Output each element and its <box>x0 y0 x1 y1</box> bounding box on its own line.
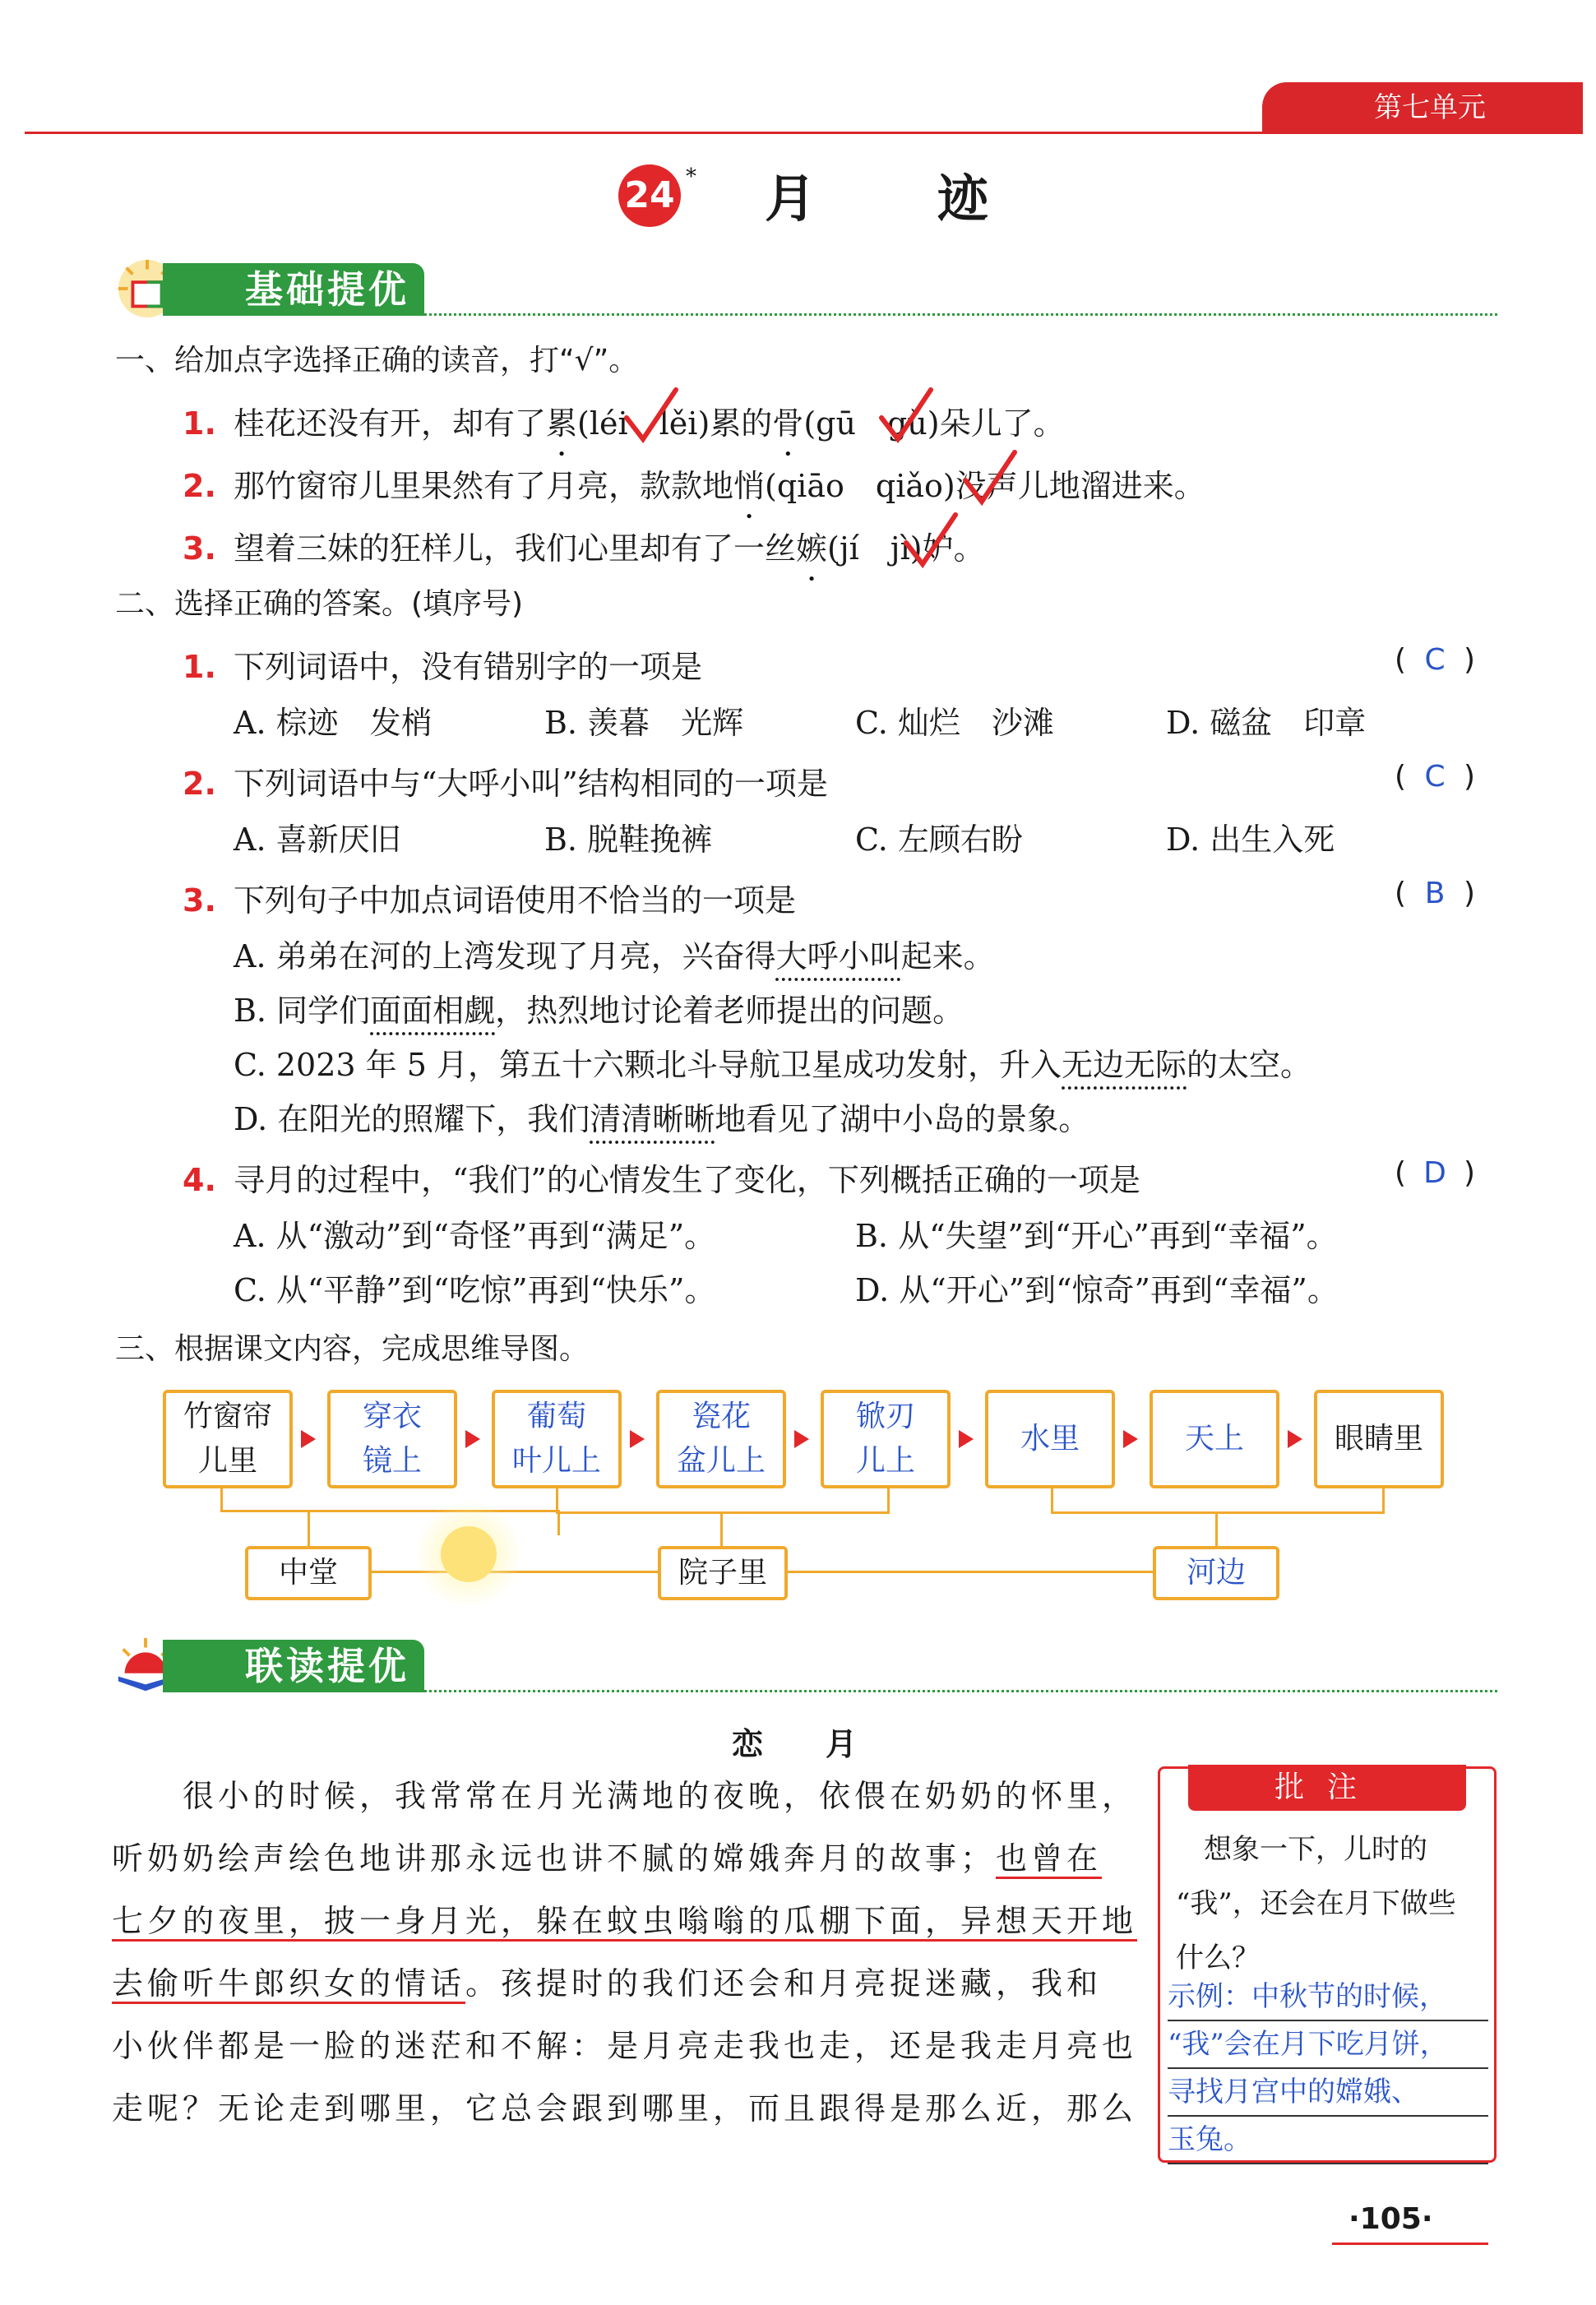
question-number: 4. <box>183 1162 216 1198</box>
check-mark-icon <box>903 511 960 569</box>
mindmap-box: 眼睛里 <box>1314 1390 1444 1488</box>
answer-bracket: ( B ) <box>1395 877 1476 910</box>
part2-q1 <box>183 641 702 687</box>
passage-body: 很小的时候，我常常在月光满地的夜晚，依偎在奶奶的怀里， 听奶奶绘声绘色地讲那永远也讲不腻的嫦娥奔月的故事；也曾在 七夕的夜里，披一身月光，躲在蚊虫嗡嗡的瓜棚下面，异想天开地 去偷听牛郎织女的情话。孩提时的我们还会和月亮捉迷藏，我和 小伙伴都是一脸的迷茫和不解：是月亮走我也走，还是我走月亮也 走呢？无论走到哪里，它总会跟到哪里，而且跟得是那么近，那么 <box>112 1778 1138 2127</box>
question-number: 1. <box>183 405 216 442</box>
part3-heading: 三、根据课文内容，完成思维导图。 <box>115 1332 590 1366</box>
moon-illustration-icon <box>411 1497 526 1612</box>
mindmap-box: 葡萄 叶儿上 <box>492 1390 622 1488</box>
question-text: 下列句子中加点词语使用不恰当的一项是 <box>233 882 796 919</box>
option-d: D. 在阳光的照耀下，我们清清晰晰地看见了湖中小岛的景象。 <box>234 1101 1090 1137</box>
lesson-star: * <box>686 164 696 189</box>
option-a: A. 弟弟在河的上湾发现了月亮，兴奋得大呼小叫起来。 <box>234 938 995 974</box>
part2-q4 <box>183 1155 1140 1200</box>
connector <box>1051 1488 1385 1514</box>
annotation-prompt: 想象一下，儿时的 “我”，还会在月下做些 什么？ <box>1176 1833 1456 1974</box>
section-basic-rule <box>424 313 1497 316</box>
answer-bracket: ( C ) <box>1395 760 1476 794</box>
question-number: 2. <box>183 766 216 802</box>
page-number: ·105· <box>1349 2202 1433 2236</box>
connector <box>556 1488 890 1514</box>
arrow-right-icon <box>465 1430 480 1448</box>
header-rule <box>25 132 1583 134</box>
arrow-right-icon <box>1123 1430 1138 1448</box>
question-number: 3. <box>183 882 216 919</box>
answer-value: C <box>1424 643 1446 677</box>
part2-heading: 二、选择正确的答案。(填序号) <box>115 587 524 621</box>
lesson-title: 月迹 <box>765 169 1111 229</box>
option-b: B. 同学们面面相觑，热烈地讨论着老师提出的问题。 <box>234 993 965 1029</box>
mindmap-box: 天上 <box>1150 1390 1279 1488</box>
mindmap-group: 院子里 <box>658 1546 788 1600</box>
part2-q3 <box>183 875 796 920</box>
arrow-right-icon <box>301 1430 316 1448</box>
question-text: 下列词语中，没有错别字的一项是 <box>233 649 702 685</box>
answer-value: D <box>1423 1156 1446 1190</box>
answer-bracket: ( D ) <box>1395 1156 1476 1190</box>
option-a: A. 从“激动”到“奇怪”再到“满足”。 <box>234 1218 716 1254</box>
lesson-number: 24 <box>618 164 681 227</box>
option-d: D. 磁盆 印章 <box>1166 705 1367 741</box>
option-c: C. 左顾右盼 <box>855 822 1023 858</box>
option-c: C. 从“平静”到“吃惊”再到“快乐”。 <box>234 1272 716 1308</box>
mindmap-box: 竹窗帘 儿里 <box>163 1390 293 1488</box>
arrow-right-icon <box>630 1430 645 1448</box>
mindmap-group: 中堂 <box>245 1546 372 1600</box>
section-reading-rule <box>424 1690 1497 1692</box>
arrow-right-icon <box>959 1430 974 1448</box>
answer-value: C <box>1424 760 1446 794</box>
arrow-right-icon <box>794 1430 809 1448</box>
option-b: B. 羡暮 光辉 <box>544 705 744 741</box>
option-c: C. 2023 年 5 月，第五十六颗北斗导航卫星成功发射，升入无边无际的太空。 <box>234 1047 1312 1083</box>
unit-tab: 第七单元 <box>1262 82 1583 133</box>
annotation-title: 批注 <box>1188 1765 1466 1811</box>
check-mark-icon <box>962 449 1020 507</box>
passage-title: 恋 月 <box>732 1725 858 1762</box>
option-d: D. 从“开心”到“惊奇”再到“幸福”。 <box>855 1272 1339 1308</box>
question-text: 寻月的过程中，“我们”的心情发生了变化，下列概括正确的一项是 <box>233 1162 1140 1198</box>
mindmap-box: 穿衣 镜上 <box>327 1390 457 1488</box>
option-d: D. 出生入死 <box>1166 822 1335 858</box>
section-reading-banner: 联读提优 <box>163 1640 424 1692</box>
arrow-right-icon <box>1288 1430 1302 1448</box>
option-b: B. 从“失望”到“开心”再到“幸福”。 <box>855 1218 1338 1254</box>
question-number: 3. <box>183 530 216 567</box>
option-c: C. 灿烂 沙滩 <box>855 705 1054 741</box>
question-number: 1. <box>183 649 216 685</box>
item-text: 望着三妹的狂样儿，我们心里却有了一丝嫉(jí jì)妒。 <box>233 530 985 567</box>
option-a: A. 棕迹 发梢 <box>234 705 433 741</box>
part2-q2 <box>183 758 828 803</box>
check-mark-icon <box>878 386 936 444</box>
option-b: B. 脱鞋挽裤 <box>544 822 713 858</box>
page-number-rule <box>1332 2243 1488 2245</box>
check-mark-icon <box>623 386 681 444</box>
mindmap-box: 瓷花 盆儿上 <box>656 1390 786 1488</box>
annotation-answer: 示例：中秋节的时候， “我”会在月下吃月饼， 寻找月宫中的嫦娥、 玉兔。 <box>1168 1974 1488 2164</box>
section-basic-banner: 基础提优 <box>163 263 424 316</box>
option-a: A. 喜新厌旧 <box>234 822 401 858</box>
mindmap-box: 锨刃 儿上 <box>821 1390 951 1488</box>
connector <box>220 1488 223 1511</box>
part1-item-2 <box>183 461 1205 506</box>
answer-bracket: ( C ) <box>1395 643 1476 677</box>
item-text: 那竹窗帘儿里果然有了月亮，款款地悄(qiāo qiǎo)没声儿地溜进来。 <box>233 468 1205 504</box>
connector <box>784 1571 1154 1573</box>
answer-value: B <box>1424 877 1446 910</box>
part1-item-3 <box>183 523 985 568</box>
mindmap-group: 河边 <box>1153 1546 1279 1600</box>
question-text: 下列词语中与“大呼小叫”结构相同的一项是 <box>233 766 828 802</box>
mindmap-box: 水里 <box>985 1390 1115 1488</box>
part1-heading: 一、给加点字选择正确的读音，打“√”。 <box>115 344 639 377</box>
item-text: 桂花还没有开，却有了累(léi lěi)累的骨(gū gǔ)朵儿了。 <box>233 405 1065 442</box>
question-number: 2. <box>183 468 216 504</box>
